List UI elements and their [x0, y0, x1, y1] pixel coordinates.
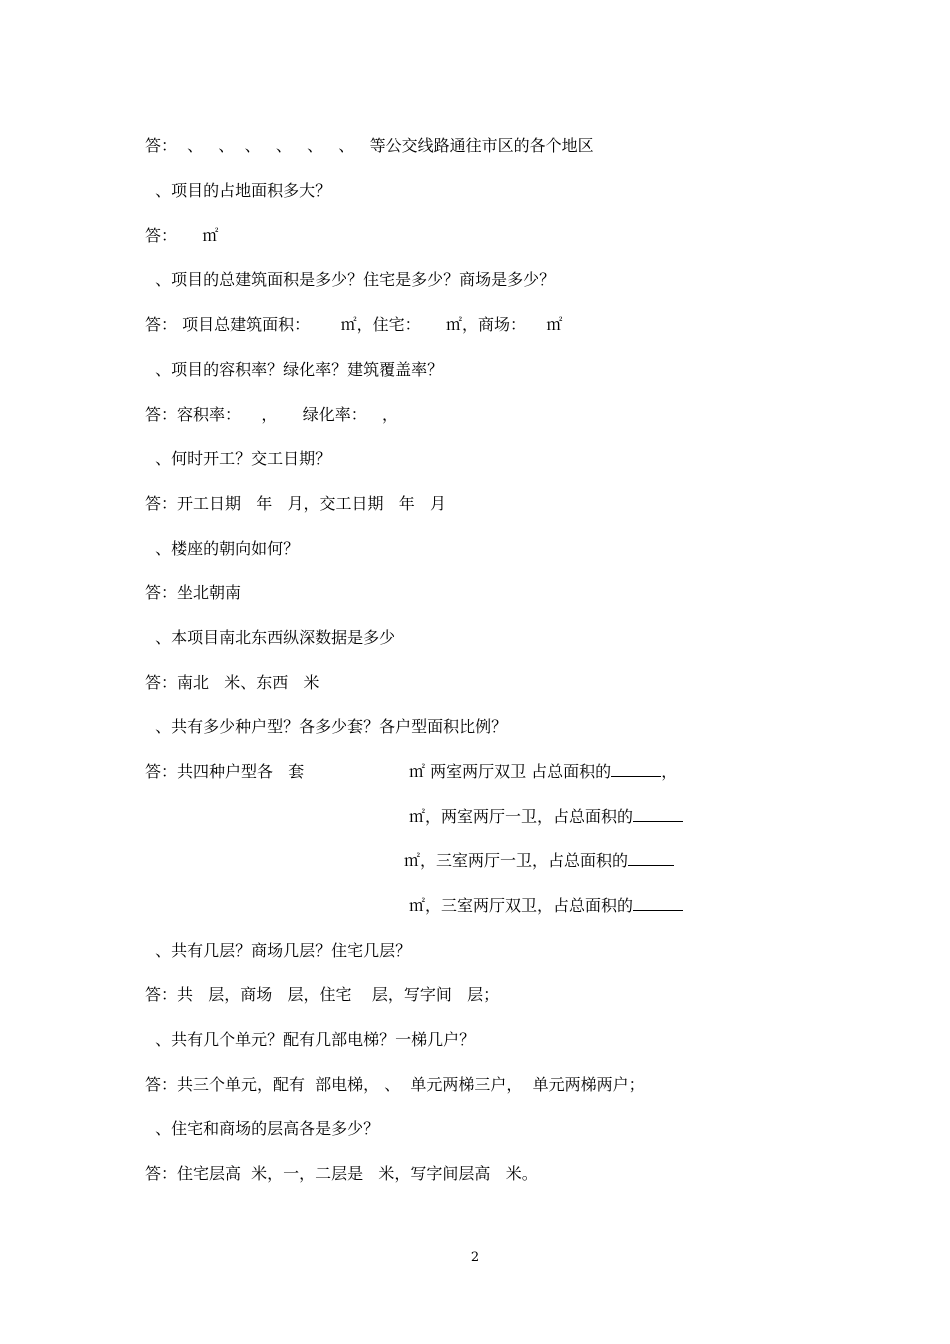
- unit-type-row: ㎡ 两室两厅双卫 占总面积的 ，: [409, 762, 678, 781]
- answer-orientation: 答：坐北朝南: [145, 583, 242, 602]
- unit-type-row: ㎡，三室两厅一卫，占总面积的: [404, 851, 674, 871]
- blank-line: [633, 896, 683, 911]
- unit-type-row: ㎡，两室两厅一卫，占总面积的: [409, 807, 683, 827]
- question-units-elevators: 、共有几个单元？配有几部电梯？一梯几户？: [145, 1030, 476, 1049]
- answer-dimensions: 答：南北 米、东西 米: [145, 673, 320, 692]
- question-unit-types: 、共有多少种户型？各多少套？各户型面积比例？: [145, 717, 508, 736]
- question-plot-ratio: 、项目的容积率？绿化率？建筑覆盖率？: [145, 360, 444, 379]
- answer-floor-height: 答：住宅层高 米，一，二层是 米，写字间层高 米。: [145, 1164, 538, 1183]
- blank-line: [611, 762, 661, 777]
- answer-unit-types: 答：共四种户型各 套: [145, 762, 305, 781]
- question-building-area: 、项目的总建筑面积是多少？住宅是多少？商场是多少？: [145, 270, 556, 289]
- answer-building-area: 答： 项目总建筑面积： ㎡，住宅： ㎡，商场： ㎡: [145, 315, 563, 334]
- question-dates: 、何时开工？交工日期？: [145, 449, 332, 468]
- blank-line: [628, 851, 674, 866]
- answer-plot-ratio: 答：容积率： ， 绿化率： ，: [145, 405, 399, 424]
- question-orientation: 、楼座的朝向如何？: [145, 539, 300, 558]
- page-number: 2: [470, 1250, 480, 1265]
- question-land-area: 、项目的占地面积多大？: [145, 181, 332, 200]
- blank-line: [633, 807, 683, 822]
- answer-dates: 答：开工日期 年 月，交工日期 年 月: [145, 494, 447, 513]
- answer-bus-lines: 答： 、 、 、 、 、 、 等公交线路通往市区的各个地区: [145, 136, 594, 155]
- answer-land-area: 答： ㎡: [145, 226, 219, 245]
- question-floors: 、共有几层？商场几层？住宅几层？: [145, 941, 412, 960]
- answer-floors: 答：共 层，商场 层，住宅 层，写字间 层；: [145, 985, 500, 1004]
- unit-type-row: ㎡，三室两厅双卫，占总面积的: [409, 896, 683, 916]
- answer-units-elevators: 答：共三个单元，配有 部电梯， 、 单元两梯三户， 单元两梯两户；: [145, 1075, 645, 1094]
- question-dimensions: 、本项目南北东西纵深数据是多少: [145, 628, 396, 647]
- question-floor-height: 、住宅和商场的层高各是多少？: [145, 1119, 380, 1138]
